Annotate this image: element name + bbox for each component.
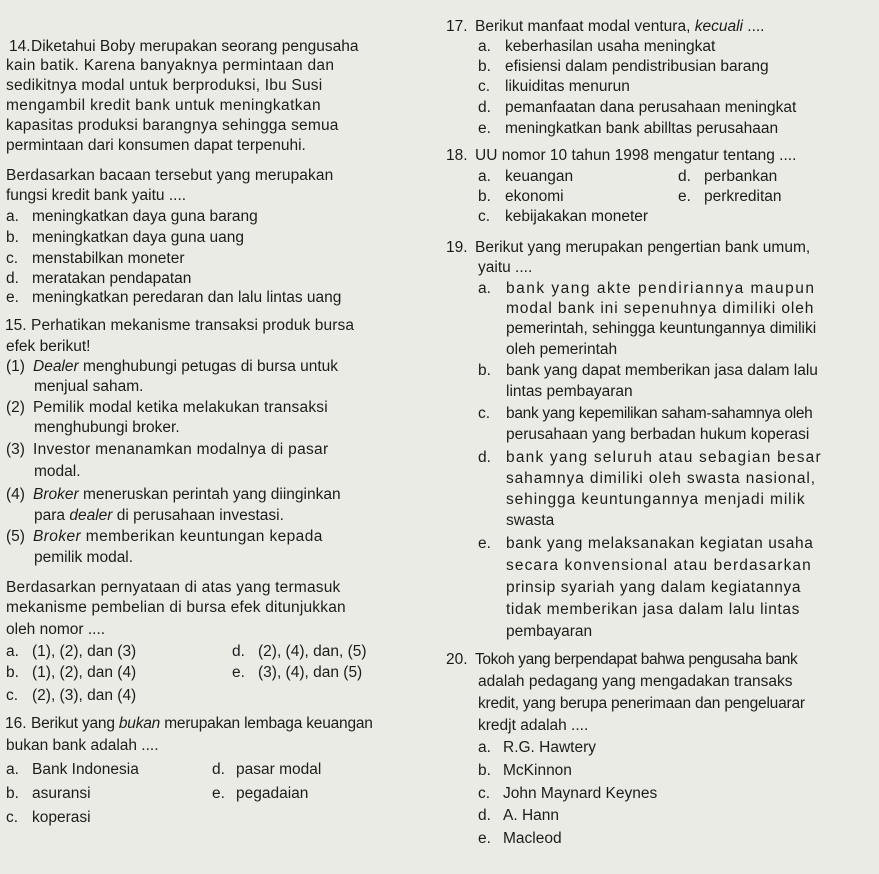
q19-option-e-line[interactable]: pembayaran <box>506 623 593 640</box>
q16-number: 16. <box>5 715 27 732</box>
q15-option-b-letter[interactable]: b. <box>6 664 19 681</box>
q18-option-b-text[interactable]: ekonomi <box>505 188 564 205</box>
q19-option-e-line[interactable]: bank yang melaksanakan kegiatan usaha <box>506 535 814 552</box>
q19-option-b-letter[interactable]: b. <box>478 362 491 379</box>
q14-option-a-letter[interactable]: a. <box>6 208 19 225</box>
q20-option-e-letter[interactable]: e. <box>478 830 491 847</box>
q19-option-c-line[interactable]: perusahaan yang berbadan hukum koperasi <box>506 426 810 443</box>
q17-option-b-text[interactable]: efisiensi dalam pendistribusian barang <box>505 58 769 75</box>
q20-option-e-text[interactable]: Macleod <box>503 830 562 847</box>
q17-option-a-text[interactable]: keberhasilan usaha meningkat <box>505 38 716 55</box>
q14-stem-line: mengambil kredit bank untuk meningkatkan <box>6 97 321 114</box>
q16-option-e-text[interactable]: pegadaian <box>236 785 309 802</box>
q16-option-c-letter[interactable]: c. <box>6 809 19 826</box>
q20-number: 20. <box>446 651 468 668</box>
q17-stem-post: .... <box>742 18 765 35</box>
q14-option-d-text[interactable]: meratakan pendapatan <box>32 270 192 287</box>
q14-number: 14. <box>9 38 31 55</box>
q17-option-a-letter[interactable]: a. <box>478 38 491 55</box>
q14-option-c-text[interactable]: menstabilkan moneter <box>32 250 185 267</box>
q14-stem-line: kapasitas produksi barangnya sehingga semua <box>6 117 339 134</box>
q17-option-c-text[interactable]: likuiditas menurun <box>505 78 630 95</box>
q15-statement-5 <box>33 527 323 546</box>
q14-option-d-letter[interactable]: d. <box>6 270 19 287</box>
q17-option-e-letter[interactable]: e. <box>478 120 491 137</box>
q14-option-e-text[interactable]: meningkatkan peredaran dan lalu lintas uang <box>32 289 342 306</box>
q15-option-b-text[interactable]: (1), (2), dan (4) <box>32 664 137 681</box>
q20-option-d-text[interactable]: A. Hann <box>503 807 560 824</box>
q19-option-e-line[interactable]: secara konvensional atau berdasarkan <box>506 557 812 574</box>
q15-statement-2-cont: menghubungi broker. <box>34 419 180 436</box>
q15-option-d-letter[interactable]: d. <box>232 643 245 660</box>
q15-statement-2-num: (2) <box>6 399 25 416</box>
q16-option-c-text[interactable]: koperasi <box>32 809 91 826</box>
q19-option-a-letter[interactable]: a. <box>478 280 491 297</box>
q15-statement-5-num: (5) <box>6 528 25 545</box>
q20-option-a-letter[interactable]: a. <box>478 739 491 756</box>
q16-option-b-text[interactable]: asuransi <box>32 785 91 802</box>
q15-statement-4-text: meneruskan perintah yang diinginkan <box>78 486 341 503</box>
q14-option-c-letter[interactable]: c. <box>6 250 19 267</box>
q15-statement-4-em: Broker <box>33 486 79 503</box>
q17-stem <box>475 17 765 36</box>
q19-option-d-letter[interactable]: d. <box>478 449 491 466</box>
q19-number: 19. <box>446 239 468 256</box>
q17-option-b-letter[interactable]: b. <box>478 58 491 75</box>
q15-statement-5-text: memberikan keuntungan kepada <box>81 528 323 545</box>
q15-stem-line: efek berikut! <box>6 338 91 355</box>
q19-option-d-line[interactable]: sahamnya dimiliki oleh swasta nasional, <box>506 470 816 487</box>
q16-stem-line: bukan bank adalah .... <box>6 737 159 754</box>
q17-option-e-text[interactable]: meningkatkan bank abilltas perusahaan <box>505 120 779 137</box>
q17-option-d-letter[interactable]: d. <box>478 99 491 116</box>
q20-option-b-text[interactable]: McKinnon <box>503 762 572 779</box>
q15-question-line: Berdasarkan pernyataan di atas yang termasuk <box>6 579 341 596</box>
q15-statement-1 <box>33 357 338 376</box>
q18-option-c-text[interactable]: kebijakakan moneter <box>505 208 649 225</box>
q15-option-c-text[interactable]: (2), (3), dan (4) <box>32 687 137 704</box>
q17-option-c-letter[interactable]: c. <box>478 78 491 95</box>
q18-stem: UU nomor 10 tahun 1998 mengatur tentang .... <box>475 147 797 164</box>
q19-option-a-line[interactable]: bank yang akte pendiriannya maupun <box>506 280 816 297</box>
q17-stem-em: kecuali <box>694 18 743 35</box>
q19-stem-line: Berikut yang merupakan pengertian bank umum, <box>475 239 811 256</box>
q20-stem-line: kredjt adalah .... <box>478 717 589 734</box>
q18-option-c-letter[interactable]: c. <box>478 208 491 225</box>
q17-option-d-text[interactable]: pemanfaatan dana perusahaan meningkat <box>505 99 797 116</box>
q19-option-a-line[interactable]: oleh pemerintah <box>506 341 618 358</box>
q20-stem-line: adalah pedagang yang mengadakan transaks <box>478 673 793 690</box>
q14-stem-line: Berdasarkan bacaan tersebut yang merupakan <box>6 167 334 184</box>
q17-number: 17. <box>446 18 468 35</box>
q16-stem-post: merupakan lembaga keuangan <box>160 715 373 732</box>
q19-option-a-line[interactable]: modal bank ini sepenuhnya dimiliki oleh <box>506 300 815 317</box>
q16-option-e-letter[interactable]: e. <box>212 785 225 802</box>
q19-option-e-letter[interactable]: e. <box>478 535 491 552</box>
q15-statement-1-cont: menjual saham. <box>34 378 144 395</box>
q14-option-b-letter[interactable]: b. <box>6 229 19 246</box>
q15-statement-4-num: (4) <box>6 486 25 503</box>
q15-question-line: mekanisme pembelian di bursa efek ditunjukkan <box>6 599 346 616</box>
q16-option-d-text[interactable]: pasar modal <box>236 761 322 778</box>
q15-statement-1-em: Dealer <box>33 358 79 375</box>
q14-stem-line: kain batik. Karena banyaknya permintaan dan <box>6 57 335 74</box>
q15-option-a-text[interactable]: (1), (2), dan (3) <box>32 643 137 660</box>
q19-option-d-line[interactable]: swasta <box>506 512 555 529</box>
q19-option-e-line[interactable]: prinsip syariah yang dalam kegiatannya <box>506 579 802 596</box>
q19-stem-line: yaitu .... <box>478 259 533 276</box>
q14-stem-line: fungsi kredit bank yaitu .... <box>6 187 187 204</box>
q18-option-b-letter[interactable]: b. <box>478 188 491 205</box>
q15-option-e-text[interactable]: (3), (4), dan (5) <box>258 664 363 681</box>
q18-option-e-letter[interactable]: e. <box>678 188 691 205</box>
q15-statement-4 <box>33 485 341 504</box>
q19-option-a-line[interactable]: pemerintah, sehingga keuntungannya dimiliki <box>506 320 817 337</box>
q15-statement-3-cont: modal. <box>34 463 81 480</box>
q15-statement-5-em: Broker <box>33 528 82 545</box>
q19-option-b-line[interactable]: bank yang dapat memberikan jasa dalam lalu <box>506 362 818 379</box>
q19-option-c-letter[interactable]: c. <box>478 405 491 422</box>
q15-number: 15. <box>5 317 27 334</box>
q16-stem-pre: Berikut yang <box>31 715 119 732</box>
q16-option-a-letter[interactable]: a. <box>6 761 19 778</box>
q18-option-e-text[interactable]: perkreditan <box>704 188 782 205</box>
q19-option-b-line[interactable]: lintas pembayaran <box>506 383 633 400</box>
q19-option-e-line[interactable]: tidak memberikan jasa dalam lalu lintas <box>506 601 800 618</box>
q14-option-b-text[interactable]: meningkatkan daya guna uang <box>32 229 244 246</box>
q15-option-d-text[interactable]: (2), (4), dan, (5) <box>258 643 367 660</box>
q20-stem-line: Tokoh yang berpendapat bahwa pengusaha bank <box>475 651 798 668</box>
q16-stem <box>31 714 373 733</box>
q14-stem-line: permintaan dari konsumen dapat terpenuhi. <box>6 137 306 154</box>
q16-option-d-letter[interactable]: d. <box>212 761 225 778</box>
q20-option-b-letter[interactable]: b. <box>478 762 491 779</box>
q15-statement-3-num: (3) <box>6 441 25 458</box>
q14-stem-line: sedikitnya modal untuk berproduksi, Ibu Susi <box>6 77 323 94</box>
q15-stem-line: Perhatikan mekanisme transaksi produk bursa <box>31 317 355 334</box>
q18-option-d-text[interactable]: perbankan <box>704 168 778 185</box>
q14-option-e-letter[interactable]: e. <box>6 289 19 306</box>
q17-stem-pre: Berikut manfaat modal ventura, <box>475 18 695 35</box>
q18-option-d-letter[interactable]: d. <box>678 168 691 185</box>
q18-option-a-text[interactable]: keuangan <box>505 168 574 185</box>
q20-option-c-letter[interactable]: c. <box>478 785 491 802</box>
q19-option-c-line[interactable]: bank yang kepemilikan saham-sahamnya oleh <box>506 405 813 422</box>
q20-option-a-text[interactable]: R.G. Hawtery <box>503 739 597 756</box>
q20-option-c-text[interactable]: John Maynard Keynes <box>503 785 658 802</box>
q19-option-d-line[interactable]: bank yang seluruh atau sebagian besar <box>506 449 822 466</box>
q18-number: 18. <box>446 147 468 164</box>
q16-stem-em: bukan <box>118 715 161 732</box>
q19-option-d-line[interactable]: sehingga keuntungannya menjadi milik <box>506 491 806 508</box>
q14-stem-line: Diketahui Boby merupakan seorang pengusaha <box>31 38 359 55</box>
q15-question-line: oleh nomor .... <box>6 621 106 638</box>
q15-statement-1-num: (1) <box>6 358 25 375</box>
q20-stem-line: kredit, yang berupa penerimaan dan pengeluarar <box>478 695 805 712</box>
q20-option-d-letter[interactable]: d. <box>478 807 491 824</box>
q14-option-a-text[interactable]: meningkatkan daya guna barang <box>32 208 258 225</box>
q15-statement-2-text: Pemilik modal ketika melakukan transaksi <box>33 399 328 416</box>
q15-statement-5-cont: pemilik modal. <box>34 549 134 566</box>
q15-option-c-letter[interactable]: c. <box>6 687 19 704</box>
q16-option-a-text[interactable]: Bank Indonesia <box>32 761 139 778</box>
q15-statement-3-text: Investor menanamkan modalnya di pasar <box>33 441 329 458</box>
q16-option-b-letter[interactable]: b. <box>6 785 19 802</box>
q18-option-a-letter[interactable]: a. <box>478 168 491 185</box>
q15-option-a-letter[interactable]: a. <box>6 643 19 660</box>
q15-statement-4-cont: para dealer di perusahaan investasi. <box>34 507 284 524</box>
q15-statement-1-text: menghubungi petugas di bursa untuk <box>78 358 339 375</box>
q15-option-e-letter[interactable]: e. <box>232 664 245 681</box>
